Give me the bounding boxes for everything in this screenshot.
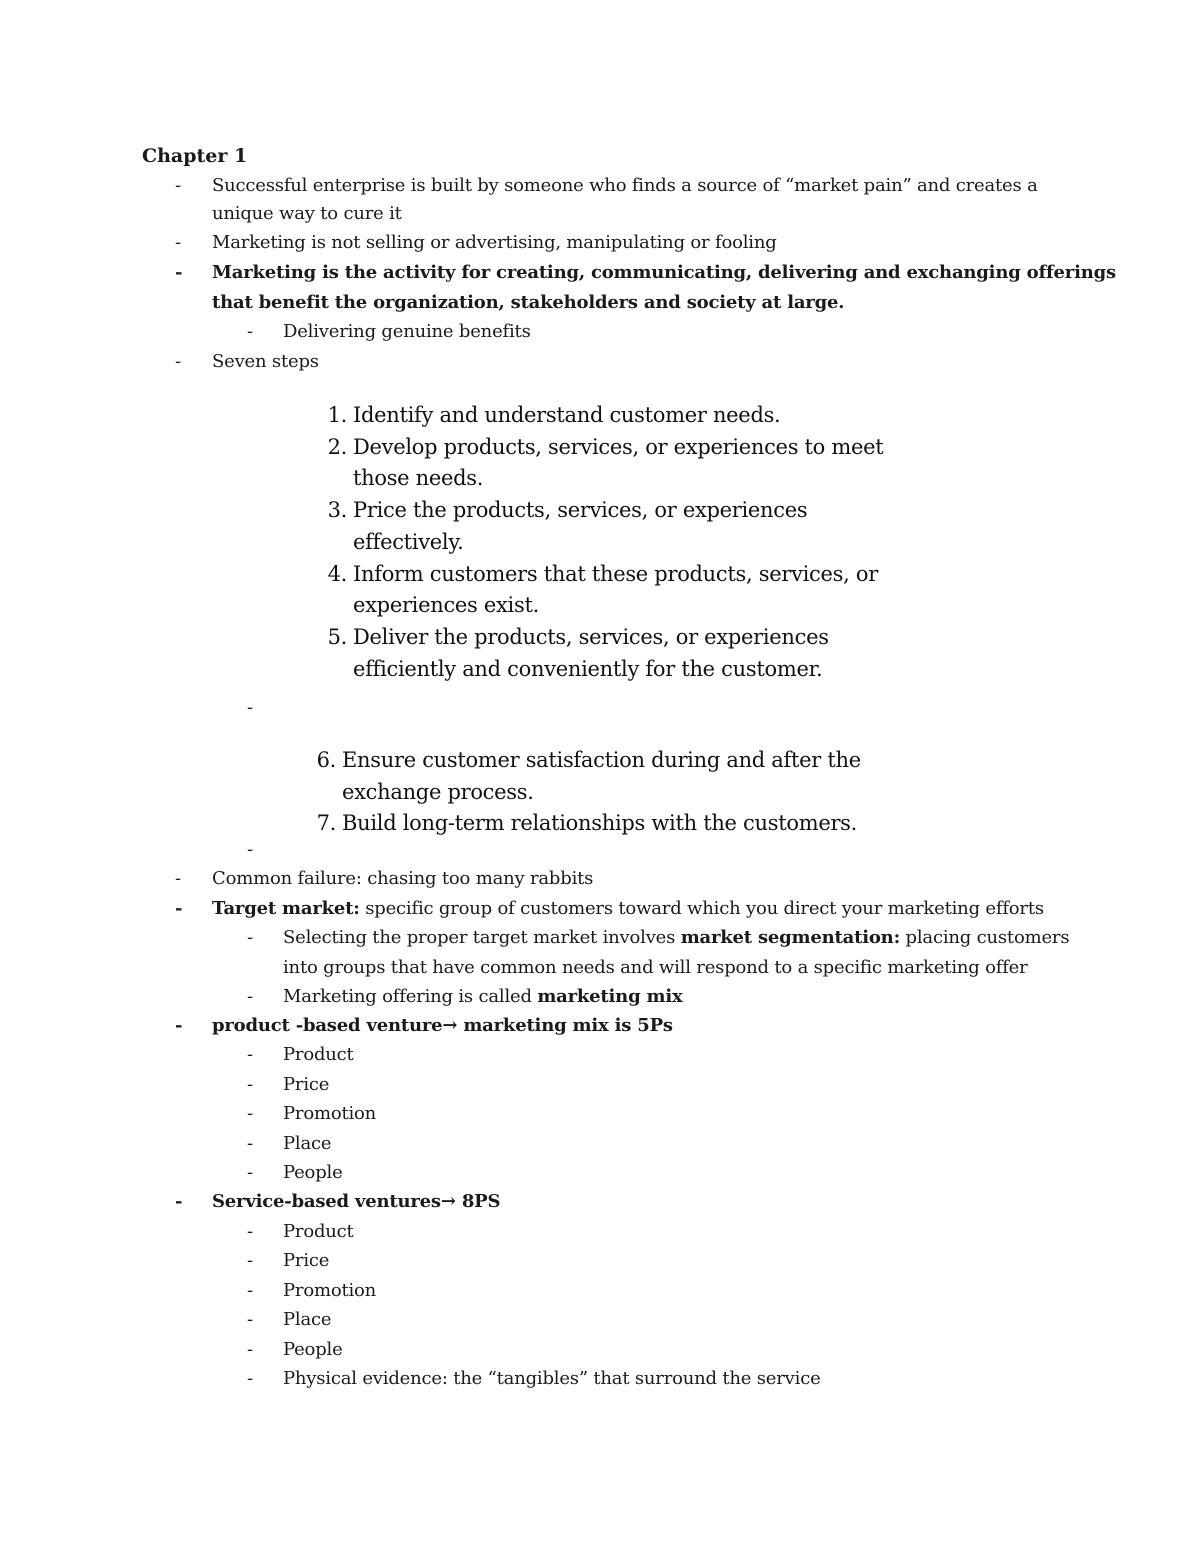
sub-bullet-dash: - (247, 1044, 254, 1065)
sub-bullet-dash: - (247, 1368, 254, 1389)
bullet-product-based-venture: product -based venture→ marketing mix is 5Ps (212, 1015, 673, 1036)
bullet-dash: - (175, 898, 183, 919)
sub-bullet-marketing-mix: Marketing offering is called marketing mix (283, 986, 683, 1007)
bullet-dash: - (175, 1015, 183, 1036)
step-item-cont: efficiently and conveniently for the customer. (353, 657, 823, 681)
sub-bullet-dash: - (247, 1280, 254, 1301)
step-item: 7. Build long-term relationships with the customers. (316, 811, 858, 835)
list-item: Promotion (283, 1280, 377, 1301)
bullet-dash: - (175, 175, 182, 196)
chapter-heading: Chapter 1 (142, 145, 248, 167)
sub-bullet-dash: - (247, 986, 254, 1007)
list-item: Price (283, 1250, 330, 1271)
bullet-dash: - (175, 868, 182, 889)
step-item-cont: effectively. (353, 530, 464, 554)
step-item: 3. Price the products, services, or experiences (327, 498, 808, 522)
step-item: 6. Ensure customer satisfaction during and after the (316, 748, 861, 772)
sub-bullet-dash: - (247, 1162, 254, 1183)
step-item: 2. Develop products, services, or experiences to meet (327, 435, 884, 459)
step-item: 4. Inform customers that these products, services, or (327, 562, 878, 586)
sub-bullet-segmentation: Selecting the proper target market involves market segmentation: placing customers (283, 927, 1070, 948)
step-item-cont: exchange process. (342, 780, 534, 804)
bullet-common-failure: Common failure: chasing too many rabbits (212, 868, 594, 889)
sub-bullet-dash: - (247, 1250, 254, 1271)
sub-bullet-dash: - (247, 697, 254, 718)
list-item: Physical evidence: the “tangibles” that surround the service (283, 1368, 821, 1389)
list-item: Product (283, 1044, 354, 1065)
list-item: People (283, 1339, 343, 1360)
bullet-service-based-ventures: Service-based ventures→ 8PS (212, 1191, 501, 1212)
bullet-dash: - (175, 262, 183, 283)
list-item: People (283, 1162, 343, 1183)
bullet-dash: - (175, 232, 182, 253)
bullet-dash: - (175, 351, 182, 372)
list-item: Product (283, 1221, 354, 1242)
sub-bullet-dash: - (247, 1133, 254, 1154)
sub-bullet-dash: - (247, 1074, 254, 1095)
bullet-market-pain: Successful enterprise is built by someone who finds a source of “market pain” and creates a (212, 175, 1038, 196)
sub-bullet-genuine-benefits: Delivering genuine benefits (283, 321, 531, 342)
sub-bullet-dash: - (247, 1339, 254, 1360)
list-item: Place (283, 1309, 332, 1330)
sub-bullet-dash: - (247, 1103, 254, 1124)
sub-bullet-dash: - (247, 839, 254, 860)
sub-bullet-dash: - (247, 321, 254, 342)
bullet-marketing-definition-cont: that benefit the organization, stakeholders and society at large. (212, 292, 845, 313)
step-item: 5. Deliver the products, services, or experiences (327, 625, 829, 649)
list-item: Price (283, 1074, 330, 1095)
step-item-cont: experiences exist. (353, 593, 539, 617)
bullet-not-selling: Marketing is not selling or advertising, manipulating or fooling (212, 232, 777, 253)
sub-bullet-dash: - (247, 1309, 254, 1330)
sub-bullet-segmentation-cont: into groups that have common needs and will respond to a specific marketing offer (283, 957, 1028, 978)
bullet-target-market: Target market: specific group of customers toward which you direct your marketing efforts (212, 898, 1044, 919)
sub-bullet-dash: - (247, 1221, 254, 1242)
sub-bullet-dash: - (247, 927, 254, 948)
bullet-marketing-definition: Marketing is the activity for creating, communicating, delivering and exchanging offerings (212, 262, 1116, 283)
bullet-market-pain-cont: unique way to cure it (212, 203, 402, 224)
bullet-dash: - (175, 1191, 183, 1212)
step-item-cont: those needs. (353, 466, 484, 490)
bullet-seven-steps: Seven steps (212, 351, 319, 372)
step-item: 1. Identify and understand customer needs. (327, 403, 781, 427)
list-item: Promotion (283, 1103, 377, 1124)
list-item: Place (283, 1133, 332, 1154)
